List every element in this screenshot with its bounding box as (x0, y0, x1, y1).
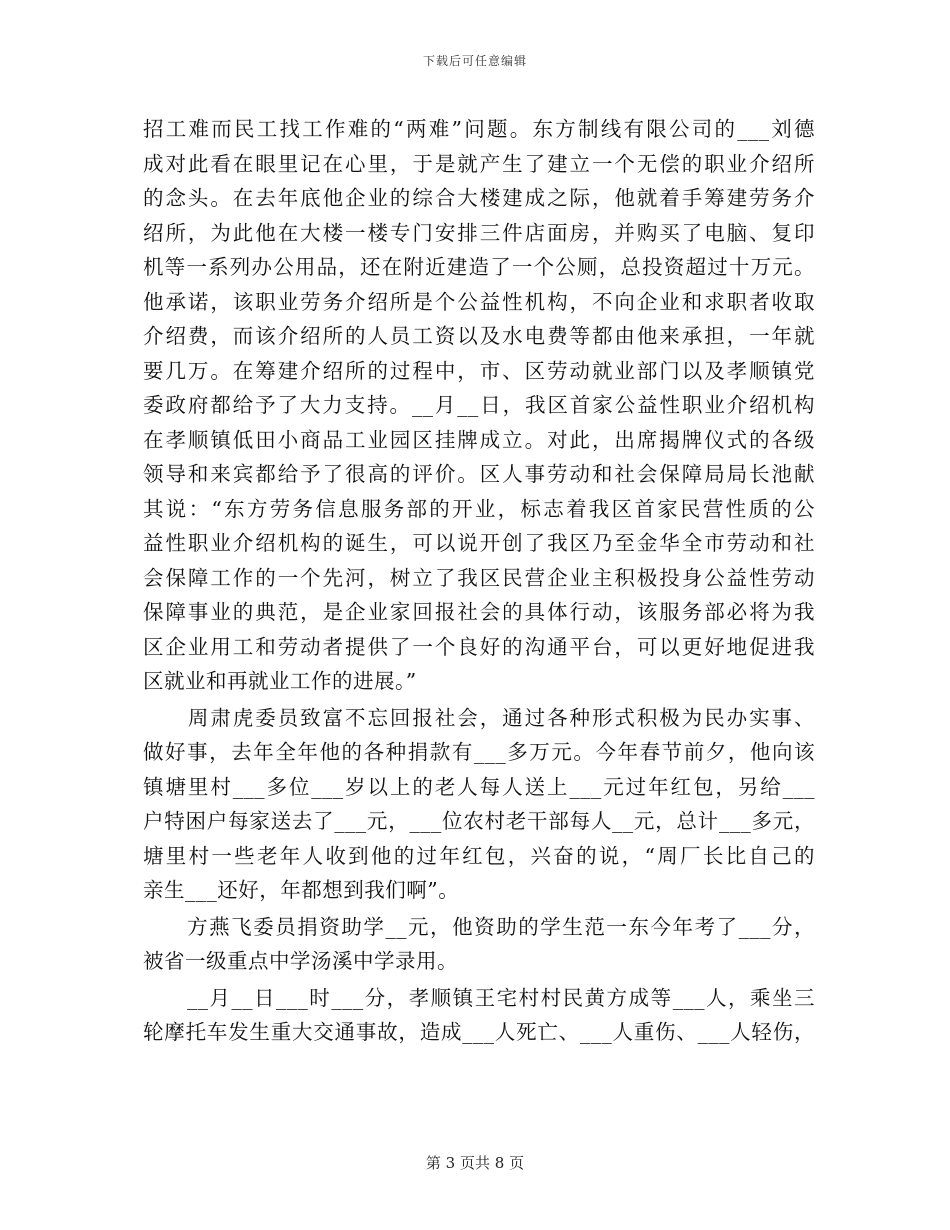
text-line: 要几万。在筹建介绍所的过程中，市、区劳动就业部门以及孝顺镇党 (143, 358, 815, 383)
text-line: 介绍费，而该介绍所的人员工资以及水电费等都由他来承担，一年就 (143, 324, 815, 348)
page-header: 下载后可任意编辑 (422, 54, 527, 68)
text-line: 其说：“东方劳务信息服务部的开业，标志着我区首家民营性质的公 (143, 496, 815, 521)
text-line: 的念头。在去年底他企业的综合大楼建成之际，他就着手筹建劳务介 (143, 186, 815, 210)
text-line: __月__日___时___分，孝顺镇王宅村村民黄方成等___人，乘坐三 (143, 985, 815, 1010)
text-line: 机等一系列办公用品，还在附近建造了一个公厕，总投资超过十万元。 (143, 255, 815, 279)
text-line: 轮摩托车发生重大交通事故，造成___人死亡、___人重伤、___人轻伤， (143, 1020, 815, 1044)
text-line: 他承诺，该职业劳务介绍所是个公益性机构，不向企业和求职者收取 (143, 289, 815, 314)
text-line: 户特困户每家送去了___元，___位农村老干部每人__元，总计___多元， (143, 809, 815, 833)
text-line: 被省一级重点中学汤溪中学录用。 (143, 949, 458, 973)
text-line: 成对此看在眼里记在心里，于是就产生了建立一个无偿的职业介绍所 (143, 151, 815, 176)
text-line: 领导和来宾都给予了很高的评价。区人事劳动和社会保障局局长池献 (143, 462, 815, 486)
text-line: 亲生___还好，年都想到我们啊”。 (143, 878, 460, 902)
text-line: 委政府都给予了大力支持。__月__日，我区首家公益性职业介绍机构 (143, 393, 815, 417)
text-line: 保障事业的典范，是企业家回报社会的具体行动，该服务部必将为我 (143, 600, 815, 624)
text-line: 会保障工作的一个先河，树立了我区民营企业主积极投身公益性劳动 (143, 565, 815, 590)
text-line: 区就业和再就业工作的进展。” (143, 669, 417, 693)
page-footer: 第 3 页共 8 页 (425, 1154, 525, 1172)
text-line: 做好事，去年全年他的各种捐款有___多万元。今年春节前夕，他向该 (143, 740, 815, 764)
text-line: 绍所，为此他在大楼一楼专门安排三件店面房，并购买了电脑、复印 (143, 220, 815, 245)
text-line: 在孝顺镇低田小商品工业园区挂牌成立。对此，出席揭牌仪式的各级 (143, 427, 815, 452)
text-line: 区企业用工和劳动者提供了一个良好的沟通平台，可以更好地促进我 (143, 634, 815, 659)
text-line: 招工难而民工找工作难的“两难”问题。东方制线有限公司的___刘德 (143, 117, 815, 141)
text-line: 方燕飞委员捐资助学__元，他资助的学生范一东今年考了___分， (143, 914, 815, 939)
text-line: 益性职业介绍机构的诞生，可以说开创了我区乃至金华全市劳动和社 (143, 531, 815, 555)
text-line: 塘里村一些老年人收到他的过年红包，兴奋的说，“周厂长比自己的 (143, 843, 815, 868)
text-line: 周肃虎委员致富不忘回报社会，通过各种形式积极为民办实事、 (143, 705, 815, 730)
document-body (143, 112, 815, 1050)
text-line: 镇塘里村___多位___岁以上的老人每人送上___元过年红包，另给___ (143, 774, 815, 799)
